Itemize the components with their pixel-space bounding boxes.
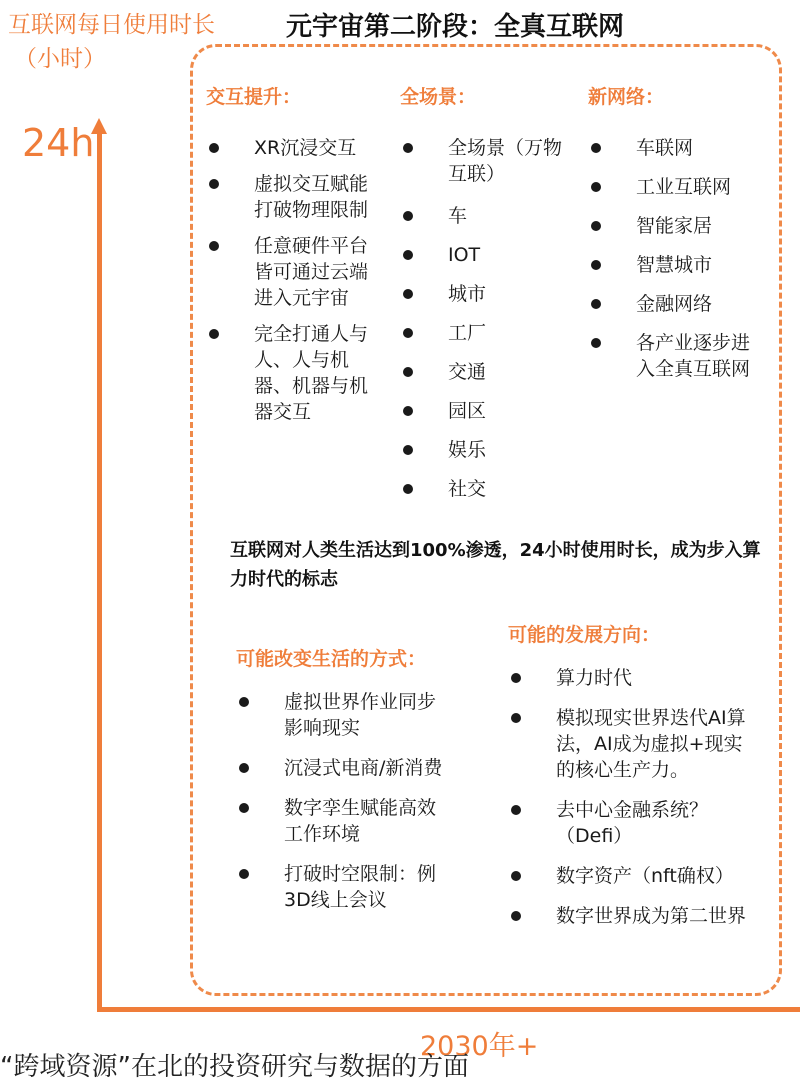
list-item: 虚拟交互赋能打破物理限制	[206, 171, 374, 223]
column-title-interaction: 交互提升：	[206, 86, 302, 108]
bullet-icon	[403, 328, 413, 338]
list-item: 算力时代	[508, 665, 748, 691]
column-interaction	[206, 82, 386, 425]
bullet-icon	[591, 260, 601, 270]
bullet-icon	[591, 338, 601, 348]
bullet-icon	[511, 673, 521, 683]
bullet-icon	[511, 713, 521, 723]
bullet-icon	[403, 250, 413, 260]
column-title-networks: 新网络：	[588, 86, 665, 108]
list-item: IOT	[400, 242, 570, 268]
list-item: 车联网	[588, 135, 758, 161]
y-axis-label: 互联网每日使用时长	[8, 12, 215, 38]
bullet-icon	[591, 143, 601, 153]
list-item: 智慧城市	[588, 252, 758, 278]
scenarios-list	[400, 135, 570, 502]
list-item: 数字孪生赋能高效工作环境	[236, 795, 446, 847]
bullet-icon	[209, 179, 219, 189]
directions-list	[508, 665, 748, 929]
bullet-icon	[511, 805, 521, 815]
list-item: 各产业逐步进入全真互联网	[588, 330, 758, 382]
list-item: 工厂	[400, 320, 570, 346]
bullet-icon	[209, 241, 219, 251]
x-axis-line	[97, 1007, 800, 1012]
list-item: 打破时空限制：例3D线上会议	[236, 861, 446, 913]
bullet-icon	[239, 803, 249, 813]
column-scenarios	[400, 82, 580, 502]
column-networks	[588, 82, 778, 382]
ways-block	[236, 644, 496, 913]
x-axis-label: 2030年+	[420, 1031, 539, 1062]
page-title: 元宇宙第二阶段：全真互联网	[286, 12, 625, 42]
list-item: 园区	[400, 398, 570, 424]
list-item: 工业互联网	[588, 174, 758, 200]
column-title-scenarios: 全场景：	[400, 86, 477, 108]
list-item: 智能家居	[588, 213, 758, 239]
bullet-icon	[239, 869, 249, 879]
bullet-icon	[511, 871, 521, 881]
bullet-icon	[239, 763, 249, 773]
list-item: 任意硬件平台皆可通过云端进入元宇宙	[206, 233, 374, 311]
list-item: XR沉浸交互	[206, 135, 374, 161]
footer-cut-text: “跨域资源”在北的投资研究与数据的方面	[0, 1052, 469, 1082]
bullet-icon	[403, 445, 413, 455]
list-item: 金融网络	[588, 291, 758, 317]
y-axis-unit: （小时）	[14, 46, 106, 72]
list-item: 模拟现实世界迭代AI算法，AI成为虚拟+现实的核心生产力。	[508, 705, 748, 783]
networks-list	[588, 135, 758, 382]
ways-list	[236, 689, 446, 913]
y-axis-max-label: 24h	[22, 121, 95, 165]
bullet-icon	[403, 484, 413, 494]
list-item: 城市	[400, 281, 570, 307]
ways-title: 可能改变生活的方式：	[236, 648, 427, 670]
bullet-icon	[209, 143, 219, 153]
bullet-icon	[403, 289, 413, 299]
bullet-icon	[403, 406, 413, 416]
y-axis-line	[97, 132, 102, 1012]
bullet-icon	[591, 299, 601, 309]
list-item: 交通	[400, 359, 570, 385]
list-item: 全场景（万物互联）	[400, 135, 570, 187]
bullet-icon	[591, 182, 601, 192]
bullet-icon	[403, 211, 413, 221]
bullet-icon	[403, 143, 413, 153]
list-item: 数字资产（nft确权）	[508, 863, 748, 889]
directions-title: 可能的发展方向：	[508, 624, 661, 646]
list-item: 完全打通人与人、人与机器、机器与机器交互	[206, 321, 374, 425]
bullet-icon	[511, 911, 521, 921]
list-item: 社交	[400, 476, 570, 502]
bullet-icon	[209, 329, 219, 339]
interaction-list	[206, 135, 374, 425]
list-item: 车	[400, 203, 570, 229]
list-item: 虚拟世界作业同步影响现实	[236, 689, 446, 741]
list-item: 去中心金融系统？（Defi）	[508, 797, 748, 849]
list-item: 数字世界成为第二世界	[508, 903, 748, 929]
directions-block	[508, 620, 768, 929]
summary-text: 互联网对人类生活达到100%渗透，24小时使用时长，成为步入算力时代的标志	[230, 540, 761, 590]
list-item: 沉浸式电商/新消费	[236, 755, 446, 781]
bullet-icon	[239, 697, 249, 707]
bullet-icon	[591, 221, 601, 231]
list-item: 娱乐	[400, 437, 570, 463]
bullet-icon	[403, 367, 413, 377]
